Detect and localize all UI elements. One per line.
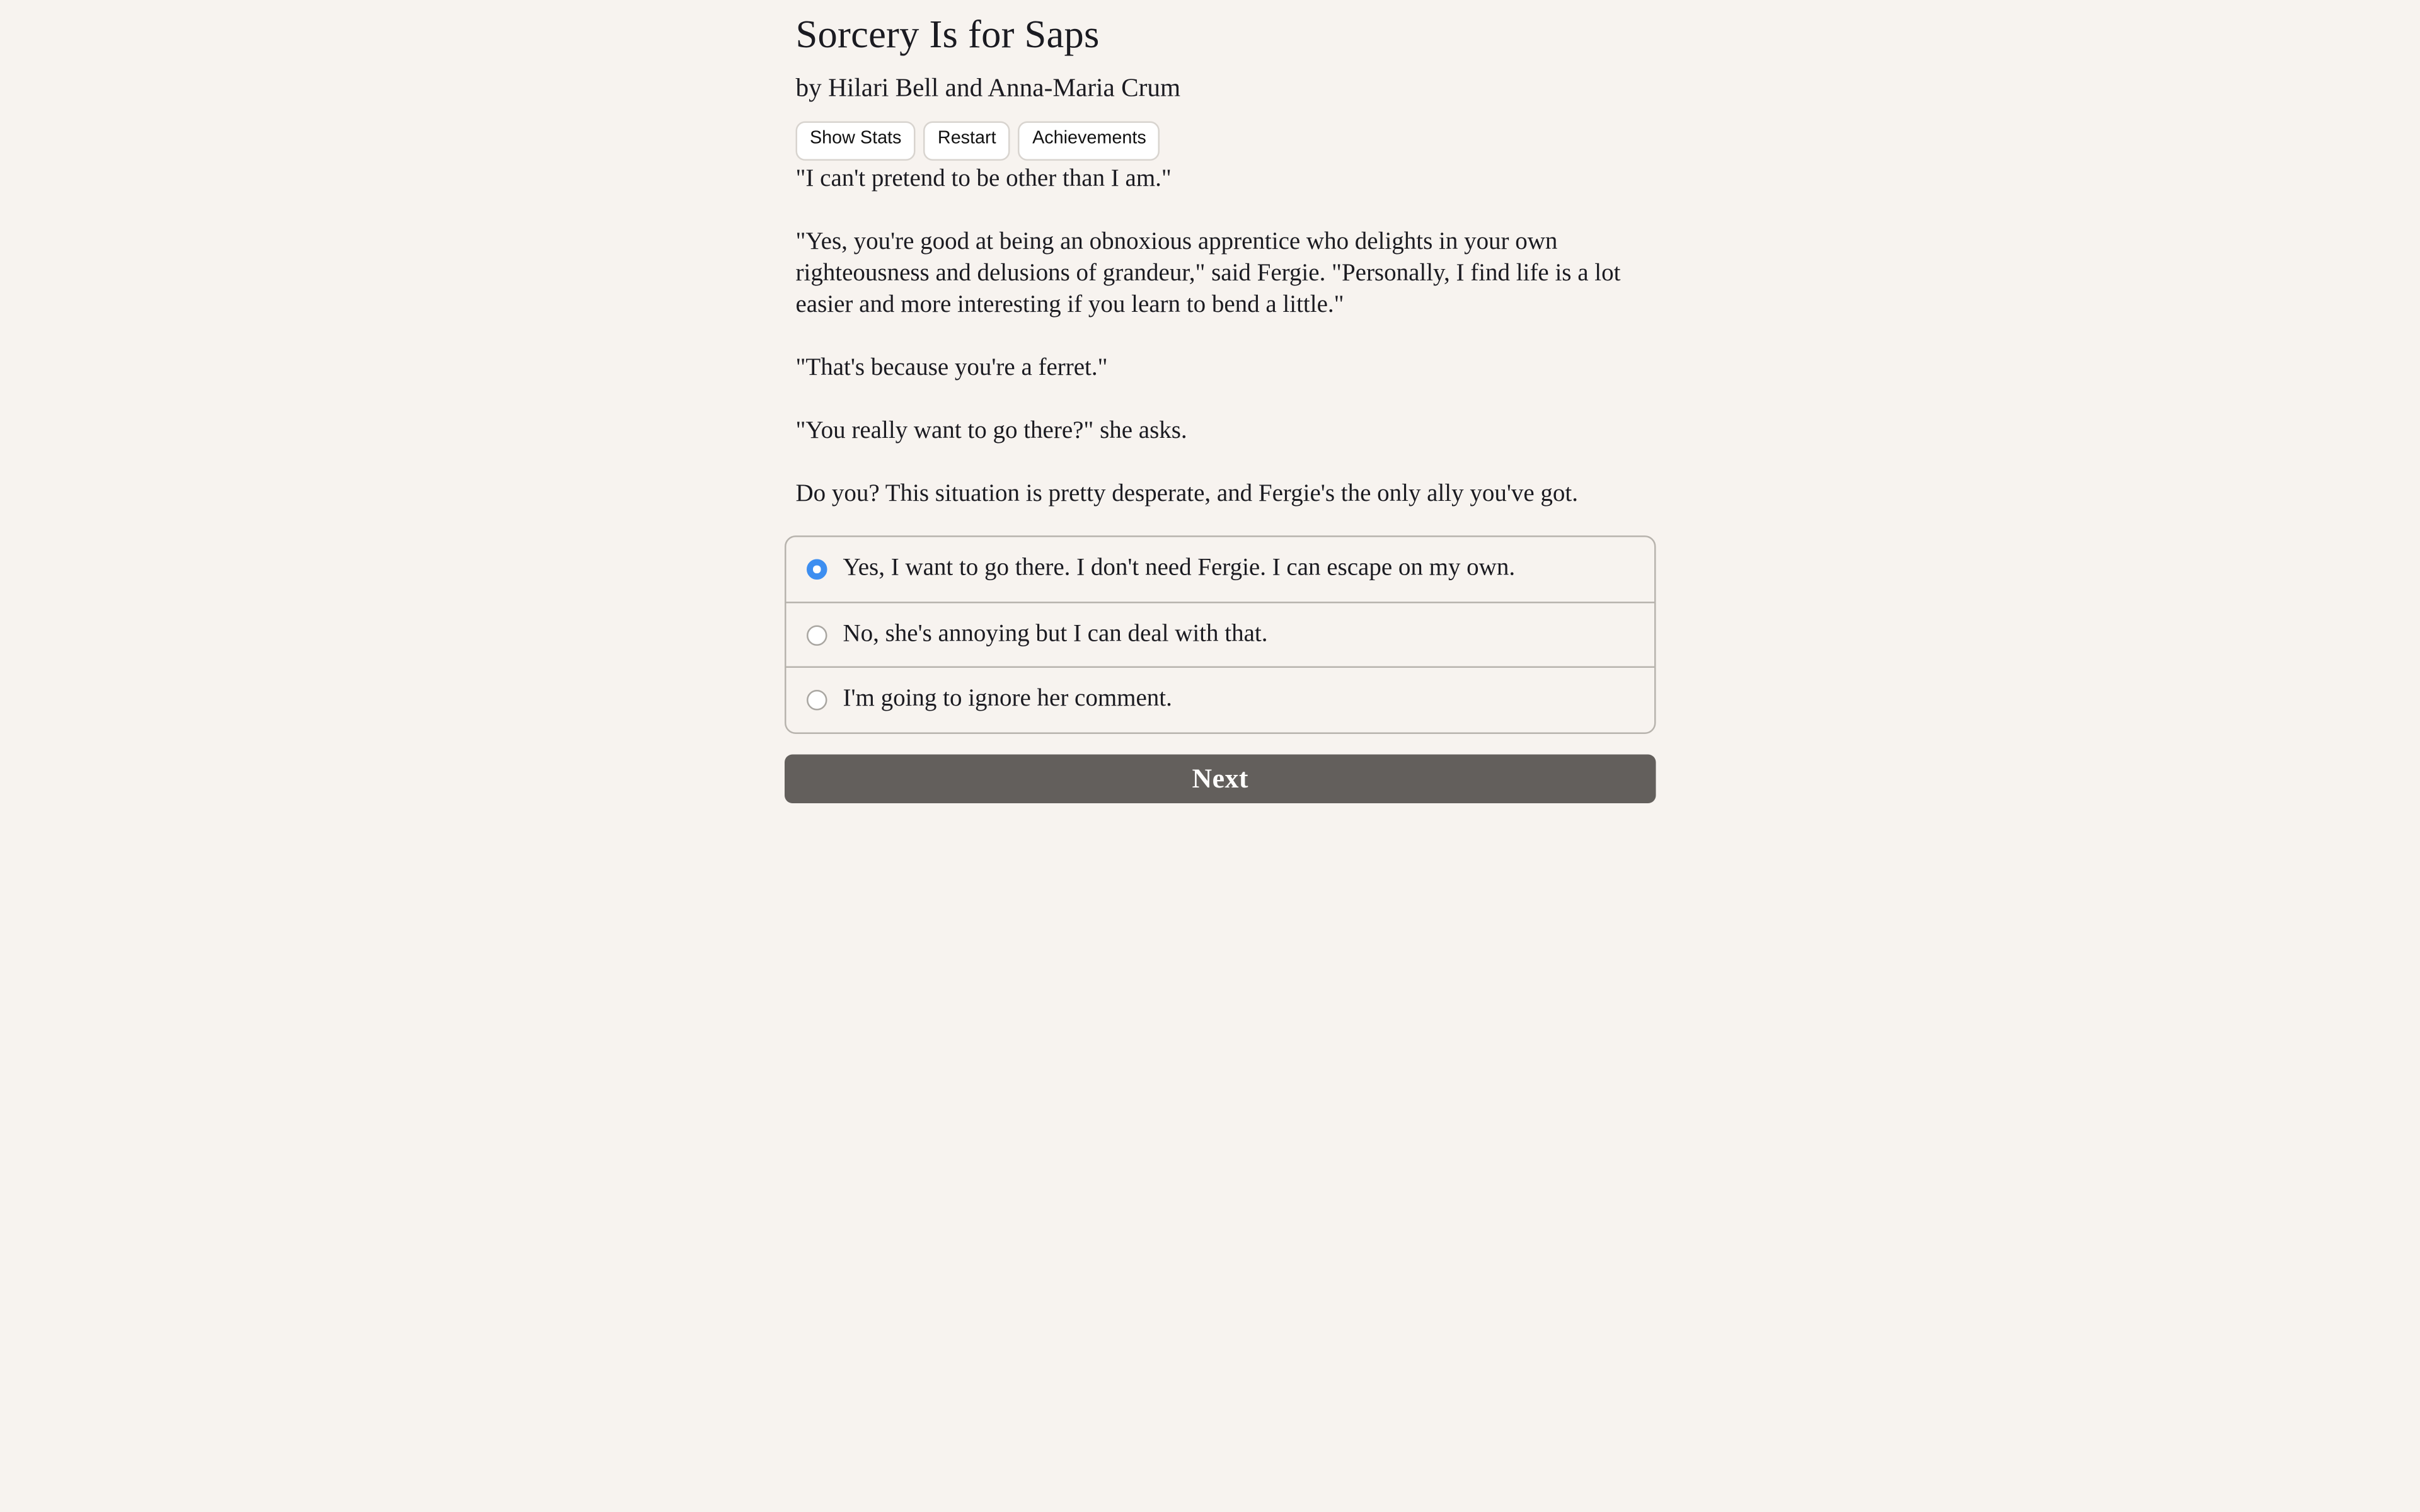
choice-option-label: Yes, I want to go there. I don't need Fergie. I can escape on my own.	[843, 554, 1516, 581]
toolbar	[796, 122, 1161, 160]
choice-option-label: No, she's annoying but I can deal with that.	[843, 620, 1268, 647]
choice-option-label: I'm going to ignore her comment.	[843, 685, 1172, 713]
story-paragraph: Do you? This situation is pretty desperate, and Fergie's the only ally you've got.	[795, 479, 1578, 507]
choice-option-1[interactable]	[786, 603, 1655, 668]
restart-button[interactable]: Restart	[923, 122, 1010, 160]
choice-option-0[interactable]	[786, 537, 1655, 603]
story-paragraph: "That's because you're a ferret."	[795, 354, 1108, 381]
choice-list	[785, 536, 1656, 734]
show-stats-button[interactable]: Show Stats	[796, 122, 916, 160]
radio-button-icon[interactable]	[807, 624, 827, 645]
choice-option-2[interactable]	[786, 668, 1655, 733]
page-title: Sorcery Is for Saps	[795, 14, 1100, 57]
byline: by Hilari Bell and Anna-Maria Crum	[795, 72, 1181, 103]
story-paragraph: "You really want to go there?" she asks.	[795, 416, 1187, 444]
story-text	[796, 164, 1656, 510]
radio-button-icon[interactable]	[807, 559, 827, 580]
next-button[interactable]: Next	[785, 755, 1656, 804]
radio-button-icon[interactable]	[807, 690, 827, 711]
story-paragraph: "I can't pretend to be other than I am."	[795, 165, 1172, 192]
story-paragraph: "Yes, you're good at being an obnoxious apprentice who delights in your own righteousness and delusions of grandeur," said Fergie. "Personally, I find life is a lot easier and more interesting if you learn to bend a little."	[795, 228, 1621, 318]
achievements-button[interactable]: Achievements	[1018, 122, 1161, 160]
